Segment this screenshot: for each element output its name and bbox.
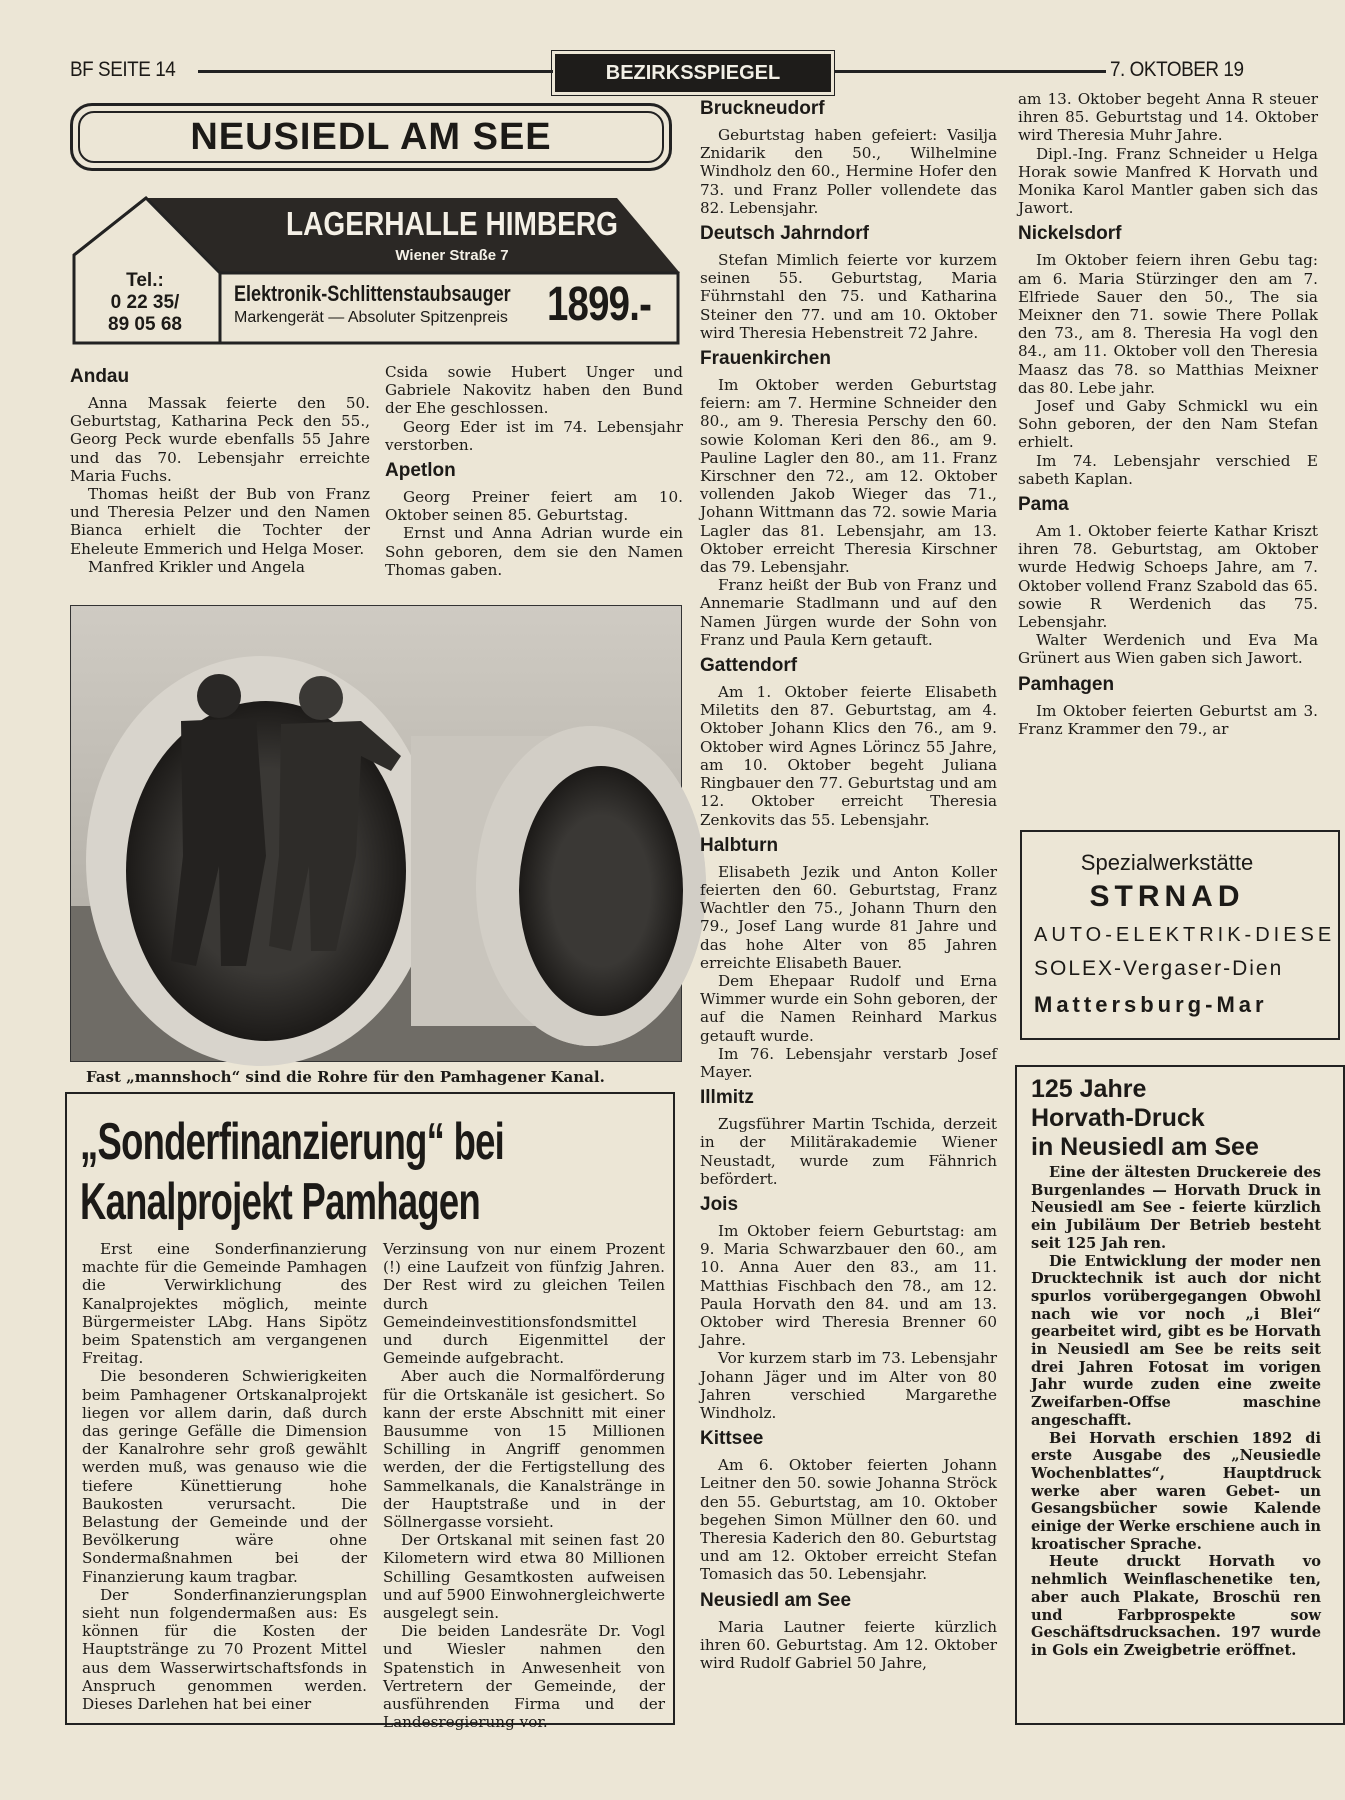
- photo-pipes: [70, 605, 682, 1062]
- paragraph: Vor kurzem starb im 73. Lebensjahr Johann Jäger und im Alter von 80 Jahren verschied Margarethe Windholz.: [700, 1349, 997, 1422]
- paragraph: Die Entwicklung der moder nen Drucktechnik ist auch dor nicht spurlos vorübergegangen Obwohl nach wie vor noch „i Blei“ gearbeitet wird, gibt es be Horvath in Neusiedl am See be reits seit drei Jahren Fotosat im vorigen Jahr wurde zuden eine zweite Zweifarben-Offse maschine angeschafft.: [1031, 1252, 1321, 1429]
- paragraph: Am 1. Oktober feierte Kathar Kriszt ihren 78. Geburtstag, am Oktober wurde Hedwig Schoeps Jahre, am 7. Oktober vollend Franz Szabold das 65. sowie R Werdenich das 75. Lebensjahr.: [1018, 522, 1318, 632]
- horvath-body: [1031, 1164, 1321, 1660]
- paragraph: Georg Eder ist im 74. Lebensjahr verstorben.: [385, 417, 683, 454]
- page-number: BF SEITE 14: [70, 58, 176, 81]
- ad-strnad-line: AUTO-ELEKTRIK-DIESE: [1034, 924, 1336, 946]
- paragraph: Im 74. Lebensjahr verschied E sabeth Kaplan.: [1018, 451, 1318, 488]
- paragraph: Thomas heißt der Bub von Franz und Theresia Pelzer und den Namen Bianca erhielt die Tochter der Eheleute Emmerich und Helga Moser.: [70, 485, 370, 558]
- title-line: 125 Jahre: [1031, 1075, 1147, 1103]
- ad-strnad-name: STRNAD: [1089, 880, 1245, 913]
- section-heading: Illmitz: [700, 1087, 754, 1109]
- paragraph: Im 76. Lebensjahr verstarb Josef Mayer.: [700, 1044, 997, 1081]
- title-line: Horvath-Druck: [1031, 1104, 1205, 1132]
- ad-phone-line: 0 22 35/: [110, 292, 180, 313]
- article-column: [82, 1240, 367, 1713]
- paragraph: Zugsführer Martin Tschida, derzeit in der Militärakademie Wiener Neustadt, wurde zum Fähnrich befördert.: [700, 1115, 997, 1188]
- article-headline: [80, 1112, 504, 1232]
- section-heading: Jois: [700, 1193, 739, 1215]
- ad-strnad-line: Mattersburg-Mar: [1034, 992, 1268, 1017]
- region-title-box: [70, 103, 672, 171]
- ad-product: Elektronik-Schlittenstaubsauger: [234, 281, 511, 306]
- paragraph: Im Oktober feiern Geburtstag: am 9. Maria Schwarzbauer den 60., am 10. Anna Auer den 83., am 11. Matthias Fischbach den 78., am 12. Paula Horvath den 84. und am 13. Oktober wird Theresia Brenner 60 Jahre.: [700, 1221, 997, 1350]
- paragraph: Im Oktober werden Geburtstag feiern: am 7. Hermine Schneider den 80., am 9. Theresia Perschy den 60. sowie Koloman Keri den 86., am 9. Pauline Lagler den 80., am 11. Franz Kirschner den 72., am 12. Oktober vollenden Jakob Wieger das 71., Johann Wittmann das 72. sowie Maria Lagler das 81. Lebensjahr, am 13. Oktober erreicht Theresia Kirschner das 79. Lebensjahr.: [700, 376, 997, 577]
- section-heading: Apetlon: [385, 460, 456, 482]
- column-birthdays-middle: [700, 92, 997, 1672]
- section-heading: Gattendorf: [700, 655, 798, 677]
- paragraph: Im Oktober feiern ihren Gebu tag: am 6. Maria Stürzinger den am 7. Elfriede Sauer den 50., The sia Meixner den 71. sowie There Pollak den 73., am 8. Theresia Ha vogl den 84., am 11. Oktober voll den Theresia Maasz das 78. so Matthias Meixner das 80. Lebe jahr.: [1018, 251, 1318, 397]
- paragraph: Aber auch die Normalförderung für die Ortskanäle ist gesichert. So kann der erste Abschnitt mit einer Bausumme von 15 Millionen Schilling in Angriff genommen werden, der die Fertigstellung des Sammelkanals, die Kanalstränge in der Hauptstraße und in der Söllnergasse vorsieht.: [383, 1367, 665, 1532]
- paragraph: Die besonderen Schwierigkeiten beim Pamhagener Ortskanalprojekt liegen vor allem darin, daß durch das geringe Gefälle die Dimension der Kanalrohre sehr groß gewählt werden muß, was genauso wie die tiefere Künettierung hohe Baukosten verursacht. Die Belastung der Gemeinde und der Bevölkerung wäre ohne Sondermaßnahmen bei der Finanzierung kaum tragbar.: [82, 1367, 367, 1586]
- paragraph: Im Oktober feierten Geburtst am 3. Franz Krammer den 79., ar: [1018, 701, 1318, 738]
- ad-phone-label: Tel.:: [126, 270, 164, 291]
- paragraph: Maria Lautner feierte kürzlich ihren 60. Geburtstag. Am 12. Oktober wird Rudolf Gabriel 50 Jahre,: [700, 1617, 997, 1673]
- region-title: NEUSIEDL AM SEE: [78, 111, 664, 163]
- ad-lagerhalle-himberg: [72, 195, 682, 345]
- paragraph: am 13. Oktober begeht Anna R steuer ihren 85. Geburtstag und 14. Oktober wird Theresia Muhr Jahre.: [1018, 90, 1318, 145]
- ad-phone: [84, 270, 206, 336]
- section-heading: Andau: [70, 366, 130, 387]
- title-line: in Neusiedl am See: [1031, 1133, 1259, 1161]
- paragraph: Dem Ehepaar Rudolf und Erna Wimmer wurde ein Sohn geboren, der auf die Namen Reinhard Markus getauft wurde.: [700, 971, 997, 1045]
- paragraph: Der Sonderfinanzierungsplan sieht nun folgendermaßen aus: Es können für die Kosten der Hauptstränge zu 70 Prozent Mittel aus dem Wasserwirtschaftsfonds in Anspruch genommen werden. Dieses Darlehen hat bei einer: [82, 1585, 367, 1714]
- paragraph: Die beiden Landesräte Dr. Vogl und Wiesler nahmen den Spatenstich in Anwesenheit von Vertretern der Gemeinde, der ausführenden Firma und der Landesregierung vor.: [383, 1622, 665, 1732]
- horvath-title: [1031, 1075, 1343, 1162]
- paragraph: Walter Werdenich und Eva Ma Grünert aus Wien gaben sich Jawort.: [1018, 631, 1318, 668]
- section-heading: Neusiedl am See: [700, 1589, 852, 1611]
- paragraph: Der Ortskanal mit seinen fast 20 Kilometern wird etwa 80 Millionen Schilling Gesamtkosten aufweisen und auf 5900 Einwohnergleichwerte ausgelegt sein.: [383, 1531, 665, 1623]
- paragraph: Csida sowie Hubert Unger und Gabriele Nakovitz haben den Bund der Ehe geschlossen.: [385, 363, 683, 418]
- issue-date: 7. OKTOBER 19: [1110, 58, 1244, 81]
- paragraph: Georg Preiner feiert am 10. Oktober seinen 85. Geburtstag.: [385, 488, 683, 525]
- ad-strnad: [1020, 830, 1340, 1040]
- ad-price: 1899.-: [547, 278, 652, 331]
- headline-line: „Sonderfinanzierung“ bei: [80, 1113, 505, 1171]
- section-heading: Bruckneudorf: [700, 98, 825, 119]
- right-column-clip: [1018, 90, 1318, 820]
- paragraph: Am 1. Oktober feierte Elisabeth Miletits den 87. Geburtstag, am 4. Oktober Johann Klics den 76., am 9. Oktober wird Agnes Lörincz 55 Jahre, am 10. Oktober begeht Juliana Ringbauer den 77. Geburtstag und am 12. Oktober erreicht Theresia Zenkovits das 55. Lebensjahr.: [700, 683, 997, 829]
- section-heading: Halbturn: [700, 834, 779, 856]
- paragraph: Anna Massak feierte den 50. Geburtstag, Katharina Peck den 55., Georg Peck wurde ebenfalls 55 Jahre und das 70. Lebensjahr erreichte Maria Fuchs.: [70, 394, 370, 485]
- ad-strnad-line: SOLEX-Vergaser-Dien: [1034, 957, 1284, 980]
- section-banner: BEZIRKSSPIEGEL: [555, 54, 831, 92]
- paragraph: Ernst und Anna Adrian wurde ein Sohn geboren, dem sie den Namen Thomas gaben.: [385, 524, 683, 579]
- photo-caption: Fast „mannshoch“ sind die Rohre für den Pamhagener Kanal.: [86, 1068, 605, 1086]
- section-heading: Pama: [1018, 494, 1069, 516]
- section-heading: Nickelsdorf: [1018, 223, 1122, 245]
- photo-image: [71, 606, 681, 1061]
- paragraph: Geburtstag haben gefeiert: Vasilja Znidarik den 50., Wilhelmine Windholz den 60., Hermine Hofer den 73. und Franz Poller vollendete das 82. Lebensjahr.: [700, 126, 997, 217]
- paragraph: Manfred Krikler und Angela: [88, 557, 305, 576]
- column-apetlon: [385, 363, 683, 579]
- ad-phone-line: 89 05 68: [108, 314, 182, 335]
- ad-title: LAGERHALLE HIMBERG: [286, 205, 618, 242]
- paragraph: Bei Horvath erschien 1892 di erste Ausgabe des „Neusiedle Wochenblattes“, Hauptdruck werke aber waren Gebet- un Gesangsbücher sowie Kalende einige der Werke erschiene auch in kroatischer Sprache.: [1031, 1429, 1321, 1553]
- paragraph: Eine der ältesten Druckereie des Burgenlandes — Horvath Druck in Neusiedl am See - feierte kürzlich ein Jubiläum Der Betrieb besteht seit 125 Jah ren.: [1031, 1164, 1321, 1252]
- paragraph: Josef und Gaby Schmickl wu ein Sohn geboren, der den Nam Stefan erhielt.: [1018, 397, 1318, 452]
- paragraph: Am 6. Oktober feierten Johann Leitner den 50. sowie Johanna Ströck den 55. Geburtstag, am 10. Oktober begehen Simon Müllner den 60. und Theresia Kaderich den 80. Geburtstag und am 12. Oktober erreicht Stefan Tomasich das 50. Lebensjahr.: [700, 1456, 997, 1584]
- section-heading: Deutsch Jahrndorf: [700, 223, 869, 245]
- paragraph: Heute druckt Horvath vo nehmlich Weinflaschenetike ten, aber auch Plakate, Broschü ren und Farbprospekte sow Geschäftsdrucksachen. 197 wurde in Gols ein Zweigbetrie eröffnet.: [1031, 1553, 1321, 1659]
- ad-strnad-line: Spezialwerkstätte: [1080, 850, 1254, 875]
- paragraph: Franz heißt der Bub von Franz und Annemarie Stadlmann und auf den Namen Jürgen wurde der Sohn von Franz und Paula Kern getauft.: [700, 576, 997, 649]
- column-birthdays-right: [1018, 90, 1318, 738]
- paragraph: Erst eine Sonderfinanzierung machte für die Gemeinde Pamhagen die Verwirklichung des Kanalprojektes möglich, meinte Bürgermeister LAbg. Hans Sipötz beim Spatenstich am vergangenen Freitag.: [82, 1240, 367, 1368]
- article-column: [383, 1240, 665, 1731]
- section-heading: Pamhagen: [1018, 673, 1115, 695]
- paragraph: Stefan Mimlich feierte vor kurzem seinen 55. Geburtstag, Maria Führnstahl den 75. und Katharina Steiner den 77. und am 10. Oktober wird Theresia Hebenstreit 72 Jahre.: [700, 251, 997, 342]
- header-rule: [198, 70, 553, 73]
- section-heading: Frauenkirchen: [700, 348, 831, 370]
- header-rule: [834, 70, 1106, 73]
- ad-subline: Markengerät — Absoluter Spitzenpreis: [234, 309, 508, 326]
- column-andau: [70, 360, 370, 576]
- paragraph: Elisabeth Jezik und Anton Koller feierten den 60. Geburtstag, Franz Wachtler den 75., Johann Thurn den 79., Josef Lang wurde 81 Jahre und das hohe Alter von 85 Jahren erreichte Elisabeth Bauer.: [700, 862, 997, 972]
- horvath-article: [1015, 1065, 1345, 1725]
- paragraph: Dipl.-Ing. Franz Schneider u Helga Horak sowie Manfred K Horvath und Monika Karol Mantler gaben sich das Jawort.: [1018, 144, 1318, 218]
- headline-line: Kanalprojekt Pamhagen: [80, 1173, 480, 1231]
- ad-address: Wiener Straße 7: [395, 247, 509, 264]
- section-heading: Kittsee: [700, 1428, 764, 1450]
- paragraph: Verzinsung von nur einem Prozent (!) eine Laufzeit von fünfzig Jahren. Der Rest wird zu gleichen Teilen durch Gemeindeinvestitionsfondsmittel und durch Eigenmittel der Gemeinde aufgebracht.: [383, 1240, 665, 1368]
